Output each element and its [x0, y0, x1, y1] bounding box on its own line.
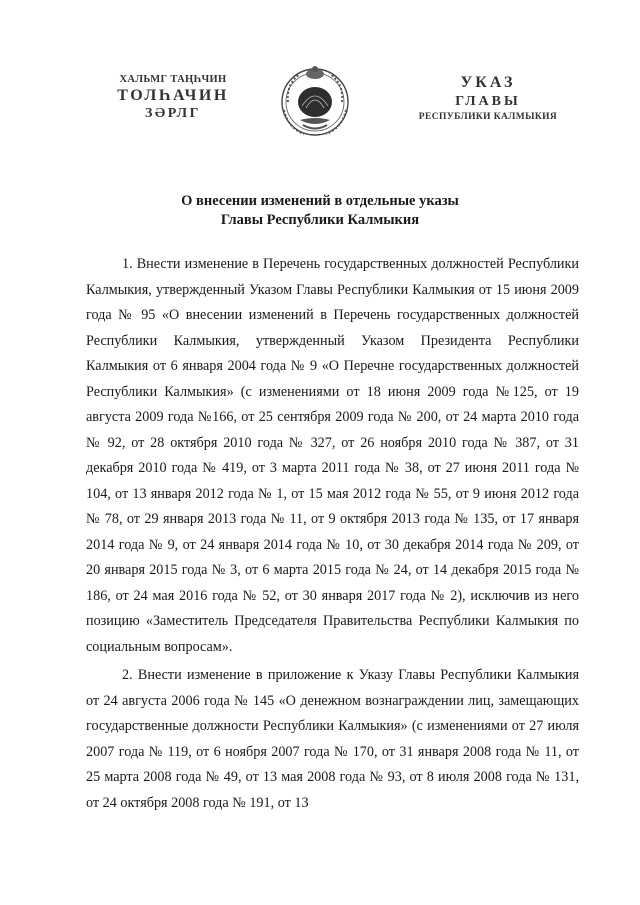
- header-kalmyk-title: [93, 74, 253, 122]
- header-right-line-1: УКАЗ: [460, 74, 516, 91]
- header-left-line-2: ТОЛҺАЧИН: [117, 87, 229, 104]
- coat-of-arms-emblem: [278, 62, 352, 140]
- title-line-1: О внесении изменений в отдельные указы: [181, 193, 459, 209]
- document-header: [0, 62, 640, 142]
- paragraph-1: 1. Внести изменение в Перечень государственных должностей Республики Калмыкия, утвержденный Указом Главы Республики Калмыкия от 15 июня 2009 года № 95 «О внесении изменений в Перечень государственных должностей Республики Калмыкия, утвержденный Указом Президента Республики Калмыкия от 6 января 2004 года № 9 «О Перечне государственных должностей Республики Калмыкия» (с изменениями от 18 июня 2009 года №125, от 19 августа 2009 года №166, от 25 сентября 2009 года № 200, от 24 марта 2010 года № 92, от 28 октября 2010 года № 327, от 26 ноября 2010 года № 387, от 31 декабря 2010 года № 419, от 3 марта 2011 года № 38, от 27 июня 2011 года № 104, от 13 января 2012 года № 1, от 15 мая 2012 года № 55, от 9 июня 2012 года № 78, от 29 января 2013 года № 11, от 9 октября 2013 года № 135, от 17 января 2014 года № 9, от 24 января 2014 года № 10, от 30 декабря 2014 года № 209, от 20 января 2015 года № 3, от 6 марта 2015 года № 24, от 14 декабря 2015 года № 186, от 24 мая 2016 года № 52, от 30 января 2017 года № 2), исключив из него позицию «Заместитель Председателя Правительства Республики Калмыкия по социальным вопросам».: [86, 256, 579, 655]
- header-left-line-3: ЗӘРЛГ: [144, 106, 202, 121]
- title-line-2: Главы Республики Калмыкия: [220, 212, 420, 228]
- header-right-line-3: РЕСПУБЛИКИ КАЛМЫКИЯ: [418, 112, 558, 122]
- document-body: [86, 252, 579, 819]
- header-right-line-2: ГЛАВЫ: [455, 94, 521, 109]
- header-russian-title: [398, 74, 578, 122]
- document-title: [0, 192, 640, 230]
- header-left-line-1: ХАЛЬМГ ТАҢҺЧИН: [119, 74, 227, 85]
- paragraph-2: 2. Внести изменение в приложение к Указу Главы Республики Калмыкия от 24 августа 2006 года № 145 «О денежном вознаграждении лиц, замещающих государственные должности Республики Калмыкия» (с изменениями от 27 июля 2007 года № 119, от 6 ноября 2007 года № 170, от 31 января 2008 года № 11, от 25 марта 2008 года № 49, от 13 мая 2008 года № 93, от 8 июля 2008 года № 131, от 24 октября 2008 года № 191, от 13: [86, 667, 579, 811]
